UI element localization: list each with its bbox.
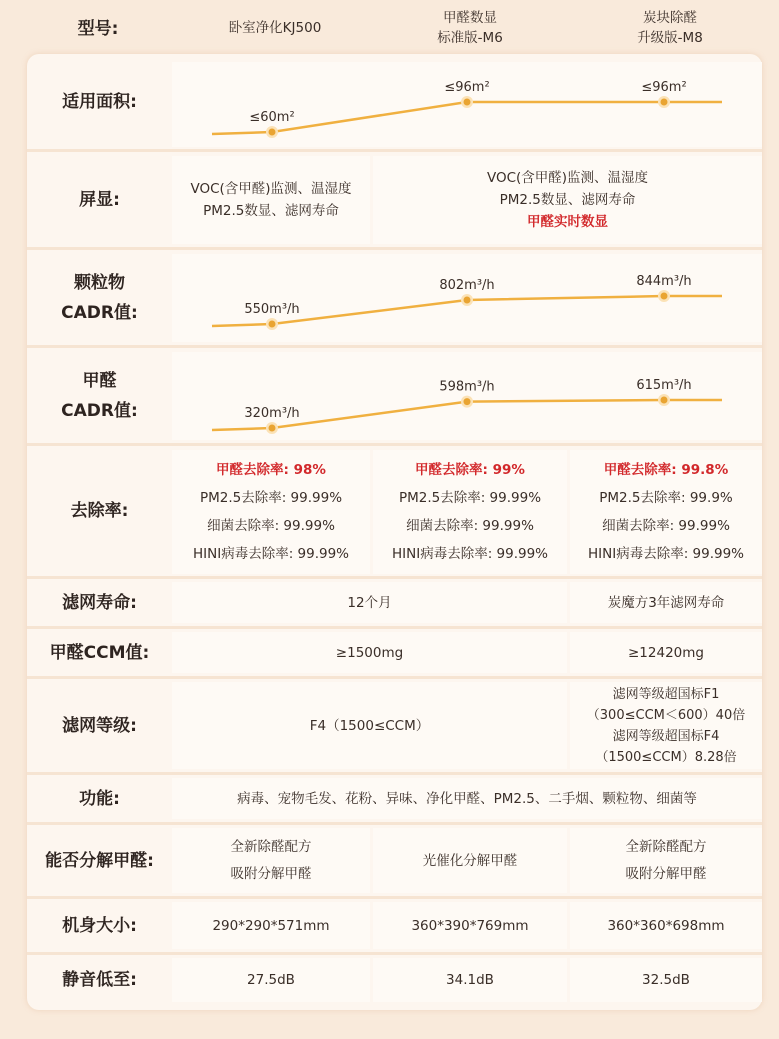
product-m8: 炭块除醛 升级版-M8 xyxy=(637,10,703,46)
product-kj500: 卧室净化KJ500 xyxy=(228,20,322,36)
noise-p2: 34.1dB xyxy=(373,958,567,1002)
product-m6: 甲醛数显 标准版-M6 xyxy=(437,10,503,46)
pm-cadr-chart-cell xyxy=(172,254,762,342)
data-label: ≤60m² xyxy=(249,110,295,125)
data-point xyxy=(661,293,668,300)
size-p3: 360*360*698mm xyxy=(570,902,762,949)
size-p1: 290*290*571mm xyxy=(172,902,370,949)
area-chart-cell xyxy=(172,62,762,147)
ccm-label: 甲醛CCM值: xyxy=(49,642,150,663)
data-point xyxy=(661,397,668,404)
data-point xyxy=(269,321,276,328)
model-label: 型号: xyxy=(77,19,119,39)
row-area xyxy=(27,54,762,149)
size-p2: 360*390*769mm xyxy=(373,902,567,949)
noise-p3: 32.5dB xyxy=(570,958,762,1002)
area-label: 适用面积: xyxy=(62,91,137,112)
pm-cadr-label: 颗粒物 CADR值: xyxy=(61,272,138,323)
row-removal xyxy=(27,446,762,576)
data-label: ≤96m² xyxy=(641,80,687,95)
filter-grade-p3: 滤网等级超国标F1 （300≤CCM＜600）40倍 滤网等级超国标F4 （1500≤CCM）8.28倍 xyxy=(570,682,762,769)
filter-life-p3: 炭魔方3年滤网寿命 xyxy=(570,582,762,623)
filter-grade-label: 滤网等级: xyxy=(62,715,137,736)
comparison-card xyxy=(27,54,762,1010)
data-label: 844m³/h xyxy=(636,274,692,289)
row-noise xyxy=(27,955,762,1005)
row-function xyxy=(27,775,762,822)
ccm-p12: ≥1500mg xyxy=(172,632,567,673)
row-filter-grade xyxy=(27,679,762,772)
ccm-p3: ≥12420mg xyxy=(570,632,762,673)
area-chart xyxy=(172,62,762,147)
data-point xyxy=(464,398,471,405)
removal-p3: 甲醛去除率: 99.8% PM2.5去除率: 99.9% 细菌去除率: 99.99% HINI病毒去除率: 99.99% xyxy=(570,450,762,574)
display-p23: VOC(含甲醛)监测、温湿度 PM2.5数显、滤网寿命 甲醛实时数显 xyxy=(373,156,762,244)
display-p1: VOC(含甲醛)监测、温湿度 PM2.5数显、滤网寿命 xyxy=(172,156,370,244)
hcho-cadr-chart-cell xyxy=(172,352,762,440)
size-label: 机身大小: xyxy=(62,915,137,936)
data-point xyxy=(464,297,471,304)
noise-label: 静音低至: xyxy=(62,970,137,990)
removal-p2: 甲醛去除率: 99% PM2.5去除率: 99.99% 细菌去除率: 99.99% HINI病毒去除率: 99.99% xyxy=(373,450,567,574)
removal-label: 去除率: xyxy=(70,501,129,521)
data-point xyxy=(464,99,471,106)
decompose-p3: 全新除醛配方 吸附分解甲醛 xyxy=(570,828,762,893)
data-point xyxy=(269,129,276,136)
hcho-cadr-chart xyxy=(172,352,762,440)
data-point xyxy=(269,425,276,432)
row-filter-life xyxy=(27,579,762,626)
decompose-p1: 全新除醛配方 吸附分解甲醛 xyxy=(172,828,370,893)
row-ccm xyxy=(27,629,762,676)
function-label: 功能: xyxy=(79,788,120,809)
row-size xyxy=(27,899,762,952)
data-label: 598m³/h xyxy=(439,379,495,395)
display-label: 屏显: xyxy=(79,189,120,210)
row-decompose xyxy=(27,825,762,896)
data-label: ≤96m² xyxy=(444,80,490,95)
data-label: 802m³/h xyxy=(439,278,495,293)
noise-p1: 27.5dB xyxy=(172,958,370,1002)
data-label: 550m³/h xyxy=(244,302,300,317)
header-row xyxy=(0,0,779,52)
row-pm-cadr xyxy=(27,250,762,345)
function-value: 病毒、宠物毛发、花粉、异味、净化甲醛、PM2.5、二手烟、颗粒物、细菌等 xyxy=(172,778,762,819)
filter-grade-p12: F4（1500≤CCM） xyxy=(172,682,567,769)
pm-cadr-chart xyxy=(172,254,762,342)
hcho-display-highlight: 甲醛实时数显 xyxy=(527,214,608,230)
data-label: 320m³/h xyxy=(244,406,300,421)
row-display xyxy=(27,152,762,247)
hcho-cadr-label: 甲醛 CADR值: xyxy=(61,370,138,421)
filter-life-p12: 12个月 xyxy=(172,582,567,623)
removal-p1: 甲醛去除率: 98% PM2.5去除率: 99.99% 细菌去除率: 99.99% HINI病毒去除率: 99.99% xyxy=(172,450,370,574)
data-label: 615m³/h xyxy=(636,378,692,393)
decompose-p2: 光催化分解甲醛 xyxy=(373,828,567,893)
row-hcho-cadr xyxy=(27,348,762,443)
data-point xyxy=(661,99,668,106)
decompose-label: 能否分解甲醛: xyxy=(45,850,154,871)
filter-life-label: 滤网寿命: xyxy=(62,592,137,613)
